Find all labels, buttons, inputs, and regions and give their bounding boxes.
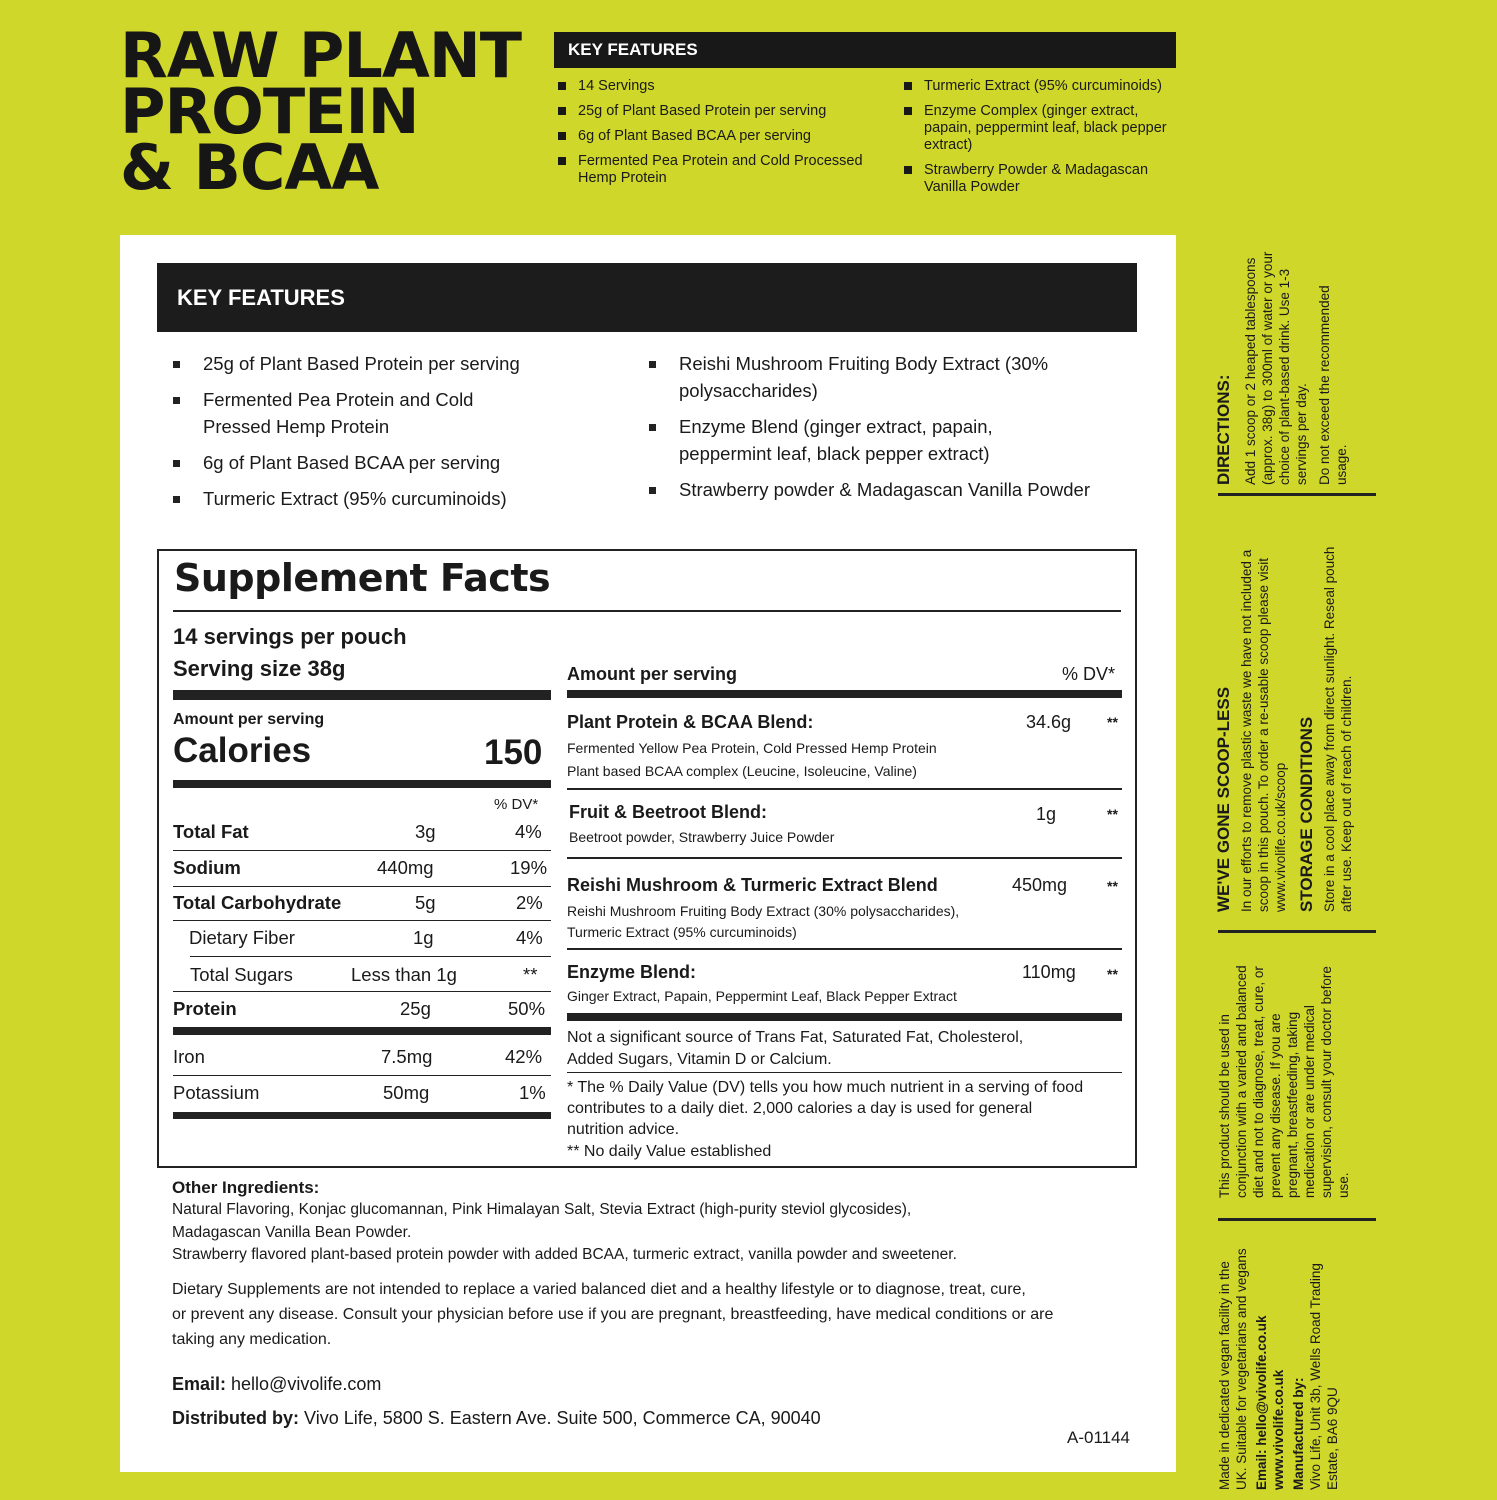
table-row: [173, 815, 551, 849]
scoop-storage-block: [1214, 512, 1355, 912]
thick-divider: [173, 1112, 551, 1119]
calories-label: Calories: [173, 731, 312, 770]
not-significant-note: Added Sugars, Vitamin D or Calcium.: [567, 1051, 832, 1068]
dv-header: % DV*: [494, 796, 539, 813]
directions-block: [1214, 250, 1350, 485]
nutrient-dv: 19%: [510, 857, 548, 878]
blend-amount: 34.6g: [1026, 712, 1072, 732]
top-key-features-heading: KEY FEATURES: [554, 32, 1176, 68]
list-item: Reishi Mushroom Fruiting Body Extract (30% polysaccharides): [649, 350, 1059, 404]
footnote: contributes to a daily diet. 2,000 calories a day is used for general: [567, 1100, 1033, 1117]
list-item: 6g of Plant Based BCAA per serving: [554, 128, 884, 145]
supplement-facts-title: Supplement Facts: [174, 556, 551, 600]
side-email: Email: hello@vivolife.co.uk: [1254, 1315, 1269, 1490]
table-row: [173, 958, 551, 992]
table-row: [173, 1076, 551, 1110]
directions-warning: Do not exceed the recommended usage.: [1317, 285, 1349, 485]
table-row: [173, 992, 551, 1026]
blend-ingredients: Beetroot powder, Strawberry Juice Powder: [569, 829, 835, 845]
other-ingredients-text: Strawberry flavored plant-based protein powder with added BCAA, turmeric extract, vanilla powder and sweetener.: [172, 1246, 957, 1263]
manufacturer-heading: Manufactured by:: [1291, 1377, 1306, 1490]
disclaimer: Dietary Supplements are not intended to replace a varied balanced diet and a healthy lifestyle or to diagnose, treat, cure,: [172, 1281, 1026, 1298]
blend-amount: 450mg: [1012, 875, 1068, 895]
thick-divider: [567, 690, 1122, 698]
directions-heading: DIRECTIONS:: [1214, 374, 1233, 485]
divider: [567, 857, 1122, 859]
other-ingredients-heading: Other Ingredients:: [172, 1178, 320, 1197]
blend-ingredients: Reishi Mushroom Fruiting Body Extract (30% polysaccharides),: [567, 903, 960, 919]
blend-name: Reishi Mushroom & Turmeric Extract Blend: [567, 875, 938, 895]
footnote: nutrition advice.: [567, 1121, 680, 1138]
product-code: A-01144: [1067, 1428, 1131, 1447]
product-title: [120, 19, 522, 204]
storage-heading: STORAGE CONDITIONS: [1297, 716, 1316, 912]
nutrient-name: Potassium: [173, 1082, 260, 1103]
disclaimer: taking any medication.: [172, 1331, 332, 1348]
blend-dv: **: [1107, 806, 1118, 822]
table-row: [173, 1040, 551, 1074]
list-item: 14 Servings: [554, 78, 884, 95]
blend-ingredients: Fermented Yellow Pea Protein, Cold Pressed Hemp Protein: [567, 740, 937, 756]
blend-name: Fruit & Beetroot Blend:: [569, 802, 767, 822]
thick-divider: [173, 690, 551, 700]
list-item: Fermented Pea Protein and Cold Processed Hemp Protein: [554, 153, 884, 187]
serving-size: Serving size 38g: [173, 656, 346, 681]
disclaimer: or prevent any disease. Consult your physician before use if you are pregnant, breastfeeding, have medical conditions or are: [172, 1306, 1054, 1323]
right-amount-header: Amount per serving: [567, 664, 738, 684]
servings-per-pouch: 14 servings per pouch: [173, 624, 407, 649]
table-row: [173, 886, 551, 920]
top-key-features-col2: [900, 78, 1176, 204]
other-ingredients-text: Madagascan Vanilla Bean Powder.: [172, 1224, 412, 1241]
footnote: ** No daily Value established: [567, 1143, 772, 1160]
nutrient-dv: **: [523, 964, 538, 985]
nutrient-name: Dietary Fiber: [189, 927, 295, 948]
blend-ingredients: Ginger Extract, Papain, Peppermint Leaf, Black Pepper Extract: [567, 988, 957, 1004]
title-line-2: PROTEIN: [120, 75, 419, 148]
nutrient-amount: 7.5mg: [381, 1046, 433, 1067]
blend-ingredients: Turmeric Extract (95% curcuminoids): [567, 924, 797, 940]
scoop-text: In our efforts to remove plastic waste we have not included a scoop in this pouch. To order a re-usable scoop please visit www.vivolife.co.uk/scoop: [1239, 549, 1288, 912]
nutrient-amount: 1g: [413, 927, 434, 948]
list-item: Fermented Pea Protein and Cold Pressed Hemp Protein: [173, 386, 533, 440]
distributor: [172, 1408, 821, 1429]
nutrient-name: Sodium: [173, 857, 241, 878]
nutrient-dv: 4%: [516, 927, 543, 948]
list-item: Enzyme Blend (ginger extract, papain, peppermint leaf, black pepper extract): [649, 413, 1059, 467]
nutrient-amount: 50mg: [383, 1082, 430, 1103]
list-item: Turmeric Extract (95% curcuminoids): [900, 78, 1176, 95]
thick-divider: [173, 780, 551, 788]
list-item: Turmeric Extract (95% curcuminoids): [173, 485, 593, 512]
list-item: 25g of Plant Based Protein per serving: [554, 103, 884, 120]
top-key-features-col1: [554, 78, 884, 195]
list-item: 25g of Plant Based Protein per serving: [173, 350, 593, 377]
key-features-col2: [649, 350, 1119, 512]
made-text: Made in dedicated vegan facility in the UK. Suitable for vegetarians and vegans: [1217, 1248, 1249, 1490]
distributor-label: Distributed by:: [172, 1408, 300, 1428]
key-features-col1: [173, 350, 593, 521]
nutrient-amount: 5g: [415, 892, 436, 913]
top-key-features: [554, 32, 1176, 195]
amount-per-serving-label: Amount per serving: [173, 711, 325, 728]
nutrient-name: Protein: [173, 998, 237, 1019]
nutrient-dv: 50%: [508, 998, 546, 1019]
footnote: * The % Daily Value (DV) tells you how much nutrient in a serving of food: [567, 1079, 1084, 1096]
nutrient-amount: 440mg: [377, 857, 434, 878]
side-divider: [1218, 930, 1376, 933]
title-line-3: & BCAA: [120, 131, 379, 204]
nutrient-dv: 42%: [505, 1046, 543, 1067]
thick-divider: [567, 1013, 1122, 1021]
not-significant-note: Not a significant source of Trans Fat, Saturated Fat, Cholesterol,: [567, 1029, 1024, 1046]
blend-name: Plant Protein & BCAA Blend:: [567, 712, 814, 732]
email-value: hello@vivolife.com: [226, 1374, 382, 1394]
blend-dv: **: [1107, 966, 1118, 982]
blend-name: Enzyme Blend:: [567, 962, 697, 982]
blend-dv: **: [1107, 714, 1118, 730]
distributor-value: Vivo Life, 5800 S. Eastern Ave. Suite 500, Commerce CA, 90040: [299, 1408, 821, 1428]
nutrient-dv: 2%: [516, 892, 543, 913]
nutrient-name: Total Sugars: [190, 964, 293, 985]
divider: [173, 610, 1121, 612]
key-features-heading: KEY FEATURES: [157, 263, 1137, 332]
manufacturer-block: [1216, 1235, 1341, 1490]
right-dv-header: % DV*: [1062, 664, 1116, 684]
table-row: [173, 851, 551, 885]
title-line-1: RAW PLANT: [120, 19, 522, 92]
blend-amount: 110mg: [1022, 962, 1076, 982]
nutrient-amount: 25g: [400, 998, 431, 1019]
list-item: Strawberry powder & Madagascan Vanilla Powder: [649, 476, 1119, 503]
nutrient-dv: 4%: [515, 821, 542, 842]
side-divider: [1218, 1218, 1376, 1221]
blend-amount: 1g: [1036, 804, 1057, 824]
nutrient-amount: Less than 1g: [351, 964, 457, 985]
contact-email: [172, 1374, 381, 1395]
calories-value: 150: [484, 733, 543, 772]
side-divider: [1218, 493, 1376, 496]
divider: [567, 948, 1122, 950]
thick-divider: [173, 1027, 551, 1035]
usage-text: This product should be used in conjunction with a varied and balanced diet and not to diagnose, treat, cure, or prevent any disease. If you are pregnant, breastfeeding, taking medication or are under medical supervision, consult your doctor before use.: [1217, 965, 1351, 1198]
blend-ingredients: Plant based BCAA complex (Leucine, Isoleucine, Valine): [567, 763, 917, 779]
divider: [567, 1072, 1122, 1073]
nutrient-amount: 3g: [415, 821, 436, 842]
other-ingredients-text: Natural Flavoring, Konjac glucomannan, Pink Himalayan Salt, Stevia Extract (high-purity steviol glycosides),: [172, 1201, 912, 1218]
usage-block: [1216, 943, 1352, 1198]
side-website: www.vivolife.co.uk: [1271, 1369, 1286, 1490]
blend-dv: **: [1107, 878, 1118, 894]
storage-text: Store in a cool place away from direct sunlight. Reseal pouch after use. Keep out of reach of children.: [1322, 546, 1354, 912]
list-item: Enzyme Complex (ginger extract, papain, peppermint leaf, black pepper extract): [900, 103, 1176, 154]
directions-text: Add 1 scoop or 2 heaped tablespoons (approx. 38g) to 300ml of water or your choice of plant-based drink. Use 1-3 servings per day.: [1243, 251, 1309, 485]
nutrient-name: Total Carbohydrate: [173, 892, 342, 913]
divider: [567, 788, 1122, 790]
list-item: Strawberry Powder & Madagascan Vanilla Powder: [900, 162, 1176, 196]
scoop-heading: WE'VE GONE SCOOP-LESS: [1214, 686, 1233, 912]
nutrient-dv: 1%: [519, 1082, 546, 1103]
divider: [190, 956, 551, 957]
nutrient-name: Iron: [173, 1046, 205, 1067]
table-row: [173, 921, 551, 955]
list-item: 6g of Plant Based BCAA per serving: [173, 449, 593, 476]
email-label: Email:: [172, 1374, 227, 1394]
nutrient-name: Total Fat: [173, 821, 249, 842]
manufacturer-address: Vivo Life, Unit 3b, Wells Road Trading Estate, BA6 9QU: [1308, 1263, 1340, 1490]
